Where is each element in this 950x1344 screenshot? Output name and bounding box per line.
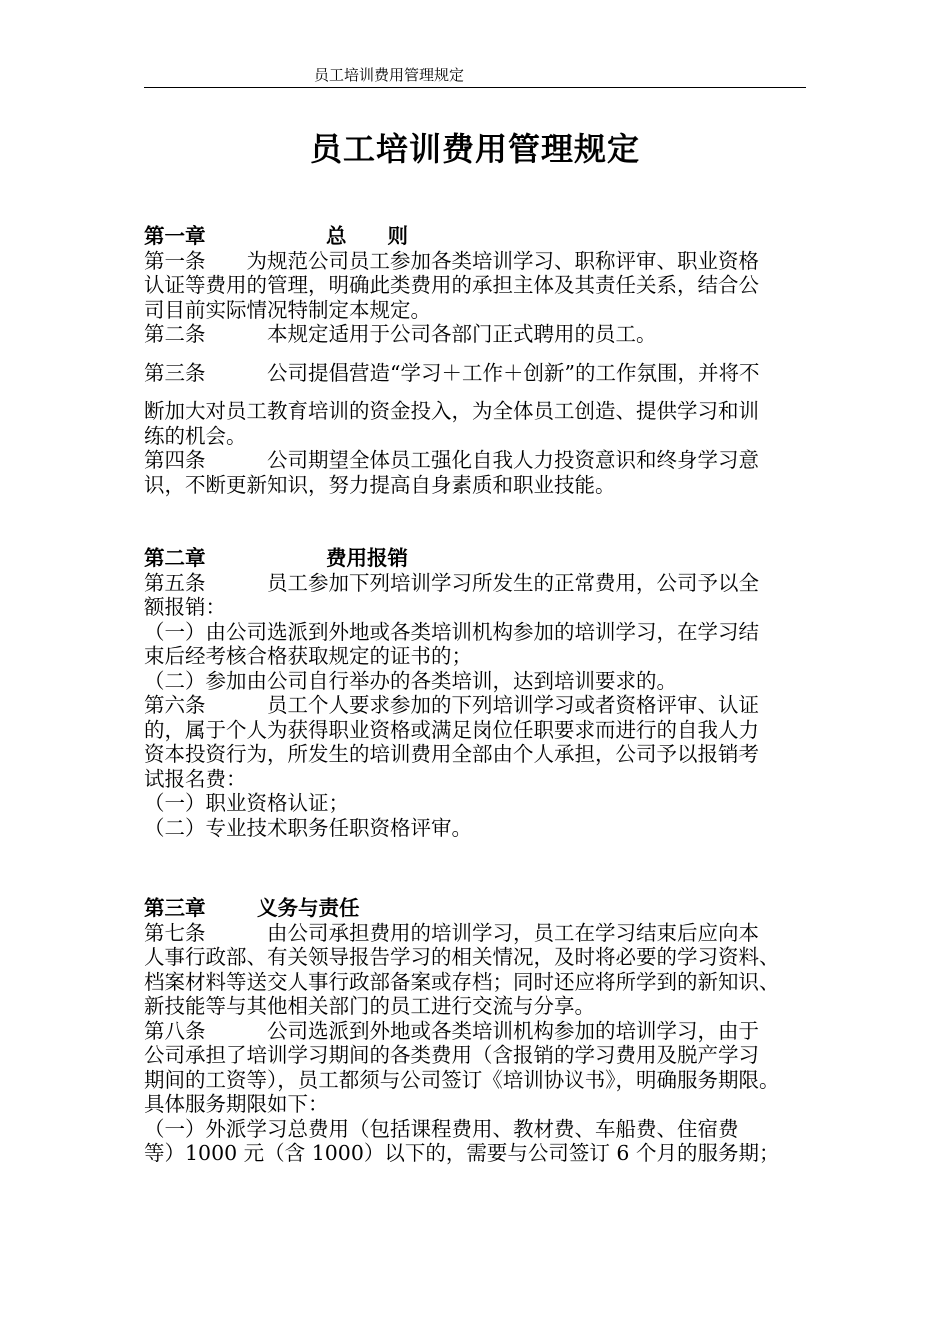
chapter-3-line: 第七条 由公司承担费用的培训学习，员工在学习结束后应向本 (144, 920, 759, 945)
article-3-4-block (144, 399, 824, 497)
chapter-3-line: 等）1000 元（含 1000）以下的，需要与公司签订 6 个月的服务期； (144, 1141, 780, 1165)
chapter-2-line: （二）参加由公司自行举办的各类培训，达到培训要求的。 (144, 668, 677, 693)
chapter-2-line: （一）职业资格认证； (144, 791, 349, 815)
article-3-line-3: 练的机会。 (144, 423, 247, 448)
chapter-2-line: 试报名费： (144, 766, 247, 791)
chapter-3-line: 人事行政部、有关领导报告学习的相关情况，及时将必要的学习资料、 (144, 945, 780, 969)
article-2-line-1: 第二条 本规定适用于公司各部门正式聘用的员工。 (144, 322, 657, 346)
chapter-3-label: 第三章 (144, 896, 206, 920)
article-4-line-2: 识，不断更新知识，努力提高自身素质和职业技能。 (144, 472, 616, 497)
article-4-line-1: 第四条 公司期望全体员工强化自我人力投资意识和终身学习意 (144, 448, 759, 472)
chapter-2-line: （二）专业技术职务任职资格评审。 (144, 815, 472, 840)
chapter-2-label: 第二章 (144, 546, 206, 570)
chapter-2-section (144, 546, 824, 840)
article-1-line-3: 司目前实际情况特制定本规定。 (144, 297, 431, 322)
document-title: 员工培训费用管理规定 (309, 130, 640, 168)
chapter-3-line: （一）外派学习总费用（包括课程费用、教材费、车船费、住宿费 (144, 1116, 739, 1141)
running-header-title: 员工培训费用管理规定 (314, 66, 465, 84)
chapter-2-line: 额报销： (144, 595, 226, 619)
chapter-2-line: （一）由公司选派到外地或各类培训机构参加的培训学习，在学习结 (144, 619, 759, 644)
chapter-3-section (144, 896, 824, 1166)
chapter-2-line: 束后经考核合格获取规定的证书的； (144, 644, 472, 668)
chapter-2-title: 费用报销 (326, 546, 408, 570)
article-3-line-2: 断加大对员工教育培训的资金投入，为全体员工创造、提供学习和训 (144, 399, 759, 423)
chapter-3-line: 公司承担了培训学习期间的各类费用（含报销的学习费用及脱产学习 (144, 1043, 759, 1067)
chapter-3-heading (144, 896, 824, 921)
article-3-line-1: 第三条 公司提倡营造“学习＋工作＋创新”的工作氛围，并将不 (144, 361, 760, 385)
chapter-3-line: 档案材料等送交人事行政部备案或存档；同时还应将所学到的新知识、 (144, 969, 780, 994)
chapter-2-line: 第五条 员工参加下列培训学习所发生的正常费用，公司予以全 (144, 570, 759, 595)
chapter-2-line: 的，属于个人为获得职业资格或满足岗位任职要求而进行的自我人力 (144, 717, 759, 742)
article-1-line-2: 认证等费用的管理，明确此类费用的承担主体及其责任关系，结合公 (144, 273, 759, 297)
chapter-3-line: 新技能等与其他相关部门的员工进行交流与分享。 (144, 994, 595, 1018)
page-header (144, 64, 806, 88)
chapter-2-heading (144, 546, 824, 571)
chapter-1-label: 第一章 (144, 224, 206, 248)
article-1-line-1: 第一条 为规范公司员工参加各类培训学习、职称评审、职业资格 (144, 248, 759, 273)
chapter-1-title: 总 则 (326, 224, 408, 248)
chapter-1-heading (144, 224, 824, 249)
article-3-first-line-block (144, 361, 824, 386)
chapter-3-line: 第八条 公司选派到外地或各类培训机构参加的培训学习，由于 (144, 1018, 759, 1043)
chapter-2-line: 资本投资行为，所发生的培训费用全部由个人承担，公司予以报销考 (144, 742, 759, 766)
chapter-1-section (144, 224, 824, 347)
chapter-3-line: 期间的工资等），员工都须与公司签订《培训协议书》，明确服务期限。 (144, 1067, 780, 1092)
chapter-2-line: 第六条 员工个人要求参加的下列培训学习或者资格评审、认证 (144, 693, 759, 717)
chapter-3-title: 义务与责任 (257, 896, 360, 920)
chapter-3-line: 具体服务期限如下： (144, 1092, 329, 1116)
